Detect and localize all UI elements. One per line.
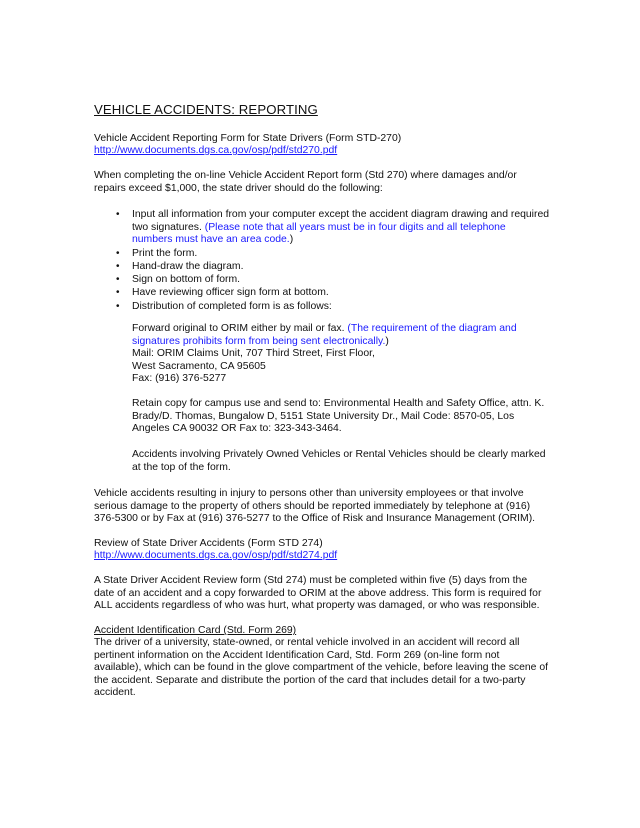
injury-reporting-text: Vehicle accidents resulting in injury to persons other than university employees or that involve serious damage to the property of others should be reported immediately by telephone at (916) 376-5300 or by Fax at (916) 376-5277 to the Office of Risk and Insurance Management (ORIM). [94,488,536,525]
list-item: • Print the form. [94,248,549,261]
retain-copy-text: Retain copy for campus use and send to: Environmental Health and Safety Office, attn. K. Brady/D. Thomas, Bungalow D, 5151 State University Dr., Mail Code: 8570-05, Los Angeles CA 90032 OR Fax to: 323-343-3464. [132,398,545,435]
card-heading: Accident Identification Card (Std. Form 269) [94,625,297,636]
page-title: VEHICLE ACCIDENTS: REPORTING [94,102,318,117]
forward-original-block: Forward original to ORIM either by mail or fax. (The requirement of the diagram and signatures prohibits form from being sent electronically.) Mail: ORIM Claims Unit, 707 Third Street, First Floor, West Sacramento, CA 95605 Fax: (916) 376-5277 [132,323,546,386]
std270-link[interactable]: http://www.documents.dgs.ca.gov/osp/pdf/std270.pdf [94,145,338,156]
std270-heading: Vehicle Accident Reporting Form for State Drivers (Form STD-270) [94,133,402,144]
city-address: West Sacramento, CA 95605 [132,360,266,372]
mail-address: Mail: ORIM Claims Unit, 707 Third Street, First Floor, [132,348,375,360]
std274-heading: Review of State Driver Accidents (Form STD 274) [94,538,323,549]
card-body: The driver of a university, state-owned, or rental vehicle involved in an accident will record all pertinent information on the Accident Identification Card, Std. Form 269 (on-line form not available), which can be found in the glove compartment of the vehicle, before leaving the scene of the accident. Separate and distribute the portion of the card that includes detail for a two-party accident. [94,637,549,699]
area-code-note: (Please note that all years must be in four digits and all telephone numbers must have an area code. [132,221,506,246]
electronic-note: (The requirement of the diagram and signatures prohibits form from being sent electronically. [132,323,517,347]
list-item: • Hand-draw the diagram. [94,261,549,274]
list-item: • Have reviewing officer sign form at bottom. [94,287,549,300]
std274-body: A State Driver Accident Review form (Std 274) must be completed within five (5) days from the date of an accident and a copy forwarded to ORIM at the above address. This form is required for ALL accidents regardless of who was hurt, what property was damaged, or who was responsible. [94,575,542,612]
std270-intro: When completing the on-line Vehicle Accident Report form (Std 270) where damages and/or repairs exceed $1,000, the state driver should do the following: [94,170,517,194]
list-item: • Distribution of completed form is as follows: [94,301,549,314]
instruction-list [94,209,549,314]
list-item: • Input all information from your computer except the accident diagram drawing and required two signatures. (Please note that all years must be in four digits and all telephone numbers must have an area code.) [94,209,549,247]
std274-link[interactable]: http://www.documents.dgs.ca.gov/osp/pdf/std274.pdf [94,550,338,561]
fax-number: Fax: (916) 376-5277 [132,373,227,385]
list-item: • Sign on bottom of form. [94,274,549,287]
private-vehicle-note: Accidents involving Privately Owned Vehicles or Rental Vehicles should be clearly marked at the top of the form. [132,449,546,473]
